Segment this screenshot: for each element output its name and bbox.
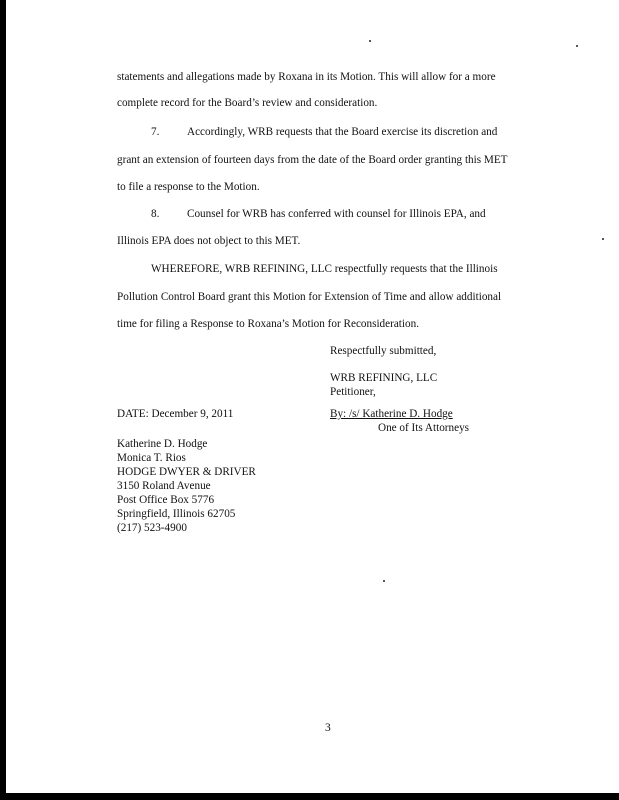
counsel-city: Springfield, Illinois 62705: [117, 508, 236, 520]
scan-speck: [369, 40, 371, 42]
scan-edge-left: [0, 0, 6, 800]
closing-party: WRB REFINING, LLC: [330, 372, 438, 384]
scan-speck: [602, 238, 604, 240]
counsel-name: Monica T. Rios: [117, 452, 186, 464]
body-line: Pollution Control Board grant this Motion for Extension of Time and allow additional: [117, 291, 502, 303]
date-line: DATE: December 9, 2011: [117, 408, 234, 420]
body-line: to file a response to the Motion.: [117, 181, 260, 193]
body-line: Illinois EPA does not object to this MET.: [117, 235, 301, 247]
body-line: complete record for the Board’s review and consideration.: [117, 97, 378, 109]
counsel-name: Katherine D. Hodge: [117, 438, 208, 450]
body-line: WHEREFORE, WRB REFINING, LLC respectfully requests that the Illinois: [151, 263, 498, 275]
counsel-po-box: Post Office Box 5776: [117, 494, 215, 506]
scan-speck: [576, 45, 578, 47]
counsel-street: 3150 Roland Avenue: [117, 480, 211, 492]
signature-caption: One of Its Attorneys: [378, 422, 470, 434]
paragraph-number: 8.: [151, 208, 160, 220]
closing-role: Petitioner,: [330, 386, 376, 398]
counsel-firm: HODGE DWYER & DRIVER: [117, 466, 256, 478]
body-line: Accordingly, WRB requests that the Board exercise its discretion and: [187, 126, 498, 138]
body-line: time for filing a Response to Roxana’s Motion for Reconsideration.: [117, 318, 420, 330]
paragraph-number: 7.: [151, 126, 160, 138]
body-line: grant an extension of fourteen days from the date of the Board order granting this MET: [117, 154, 508, 166]
counsel-phone: (217) 523-4900: [117, 522, 187, 534]
closing-submitted: Respectfully submitted,: [330, 345, 437, 357]
body-line: Counsel for WRB has conferred with counsel for Illinois EPA, and: [187, 208, 486, 220]
scan-speck: [383, 580, 385, 582]
signature-line: By: /s/ Katherine D. Hodge: [330, 408, 453, 420]
scan-edge-bottom: [0, 793, 619, 800]
body-line: statements and allegations made by Roxana in its Motion. This will allow for a more: [117, 71, 496, 83]
page-number: 3: [325, 722, 331, 734]
